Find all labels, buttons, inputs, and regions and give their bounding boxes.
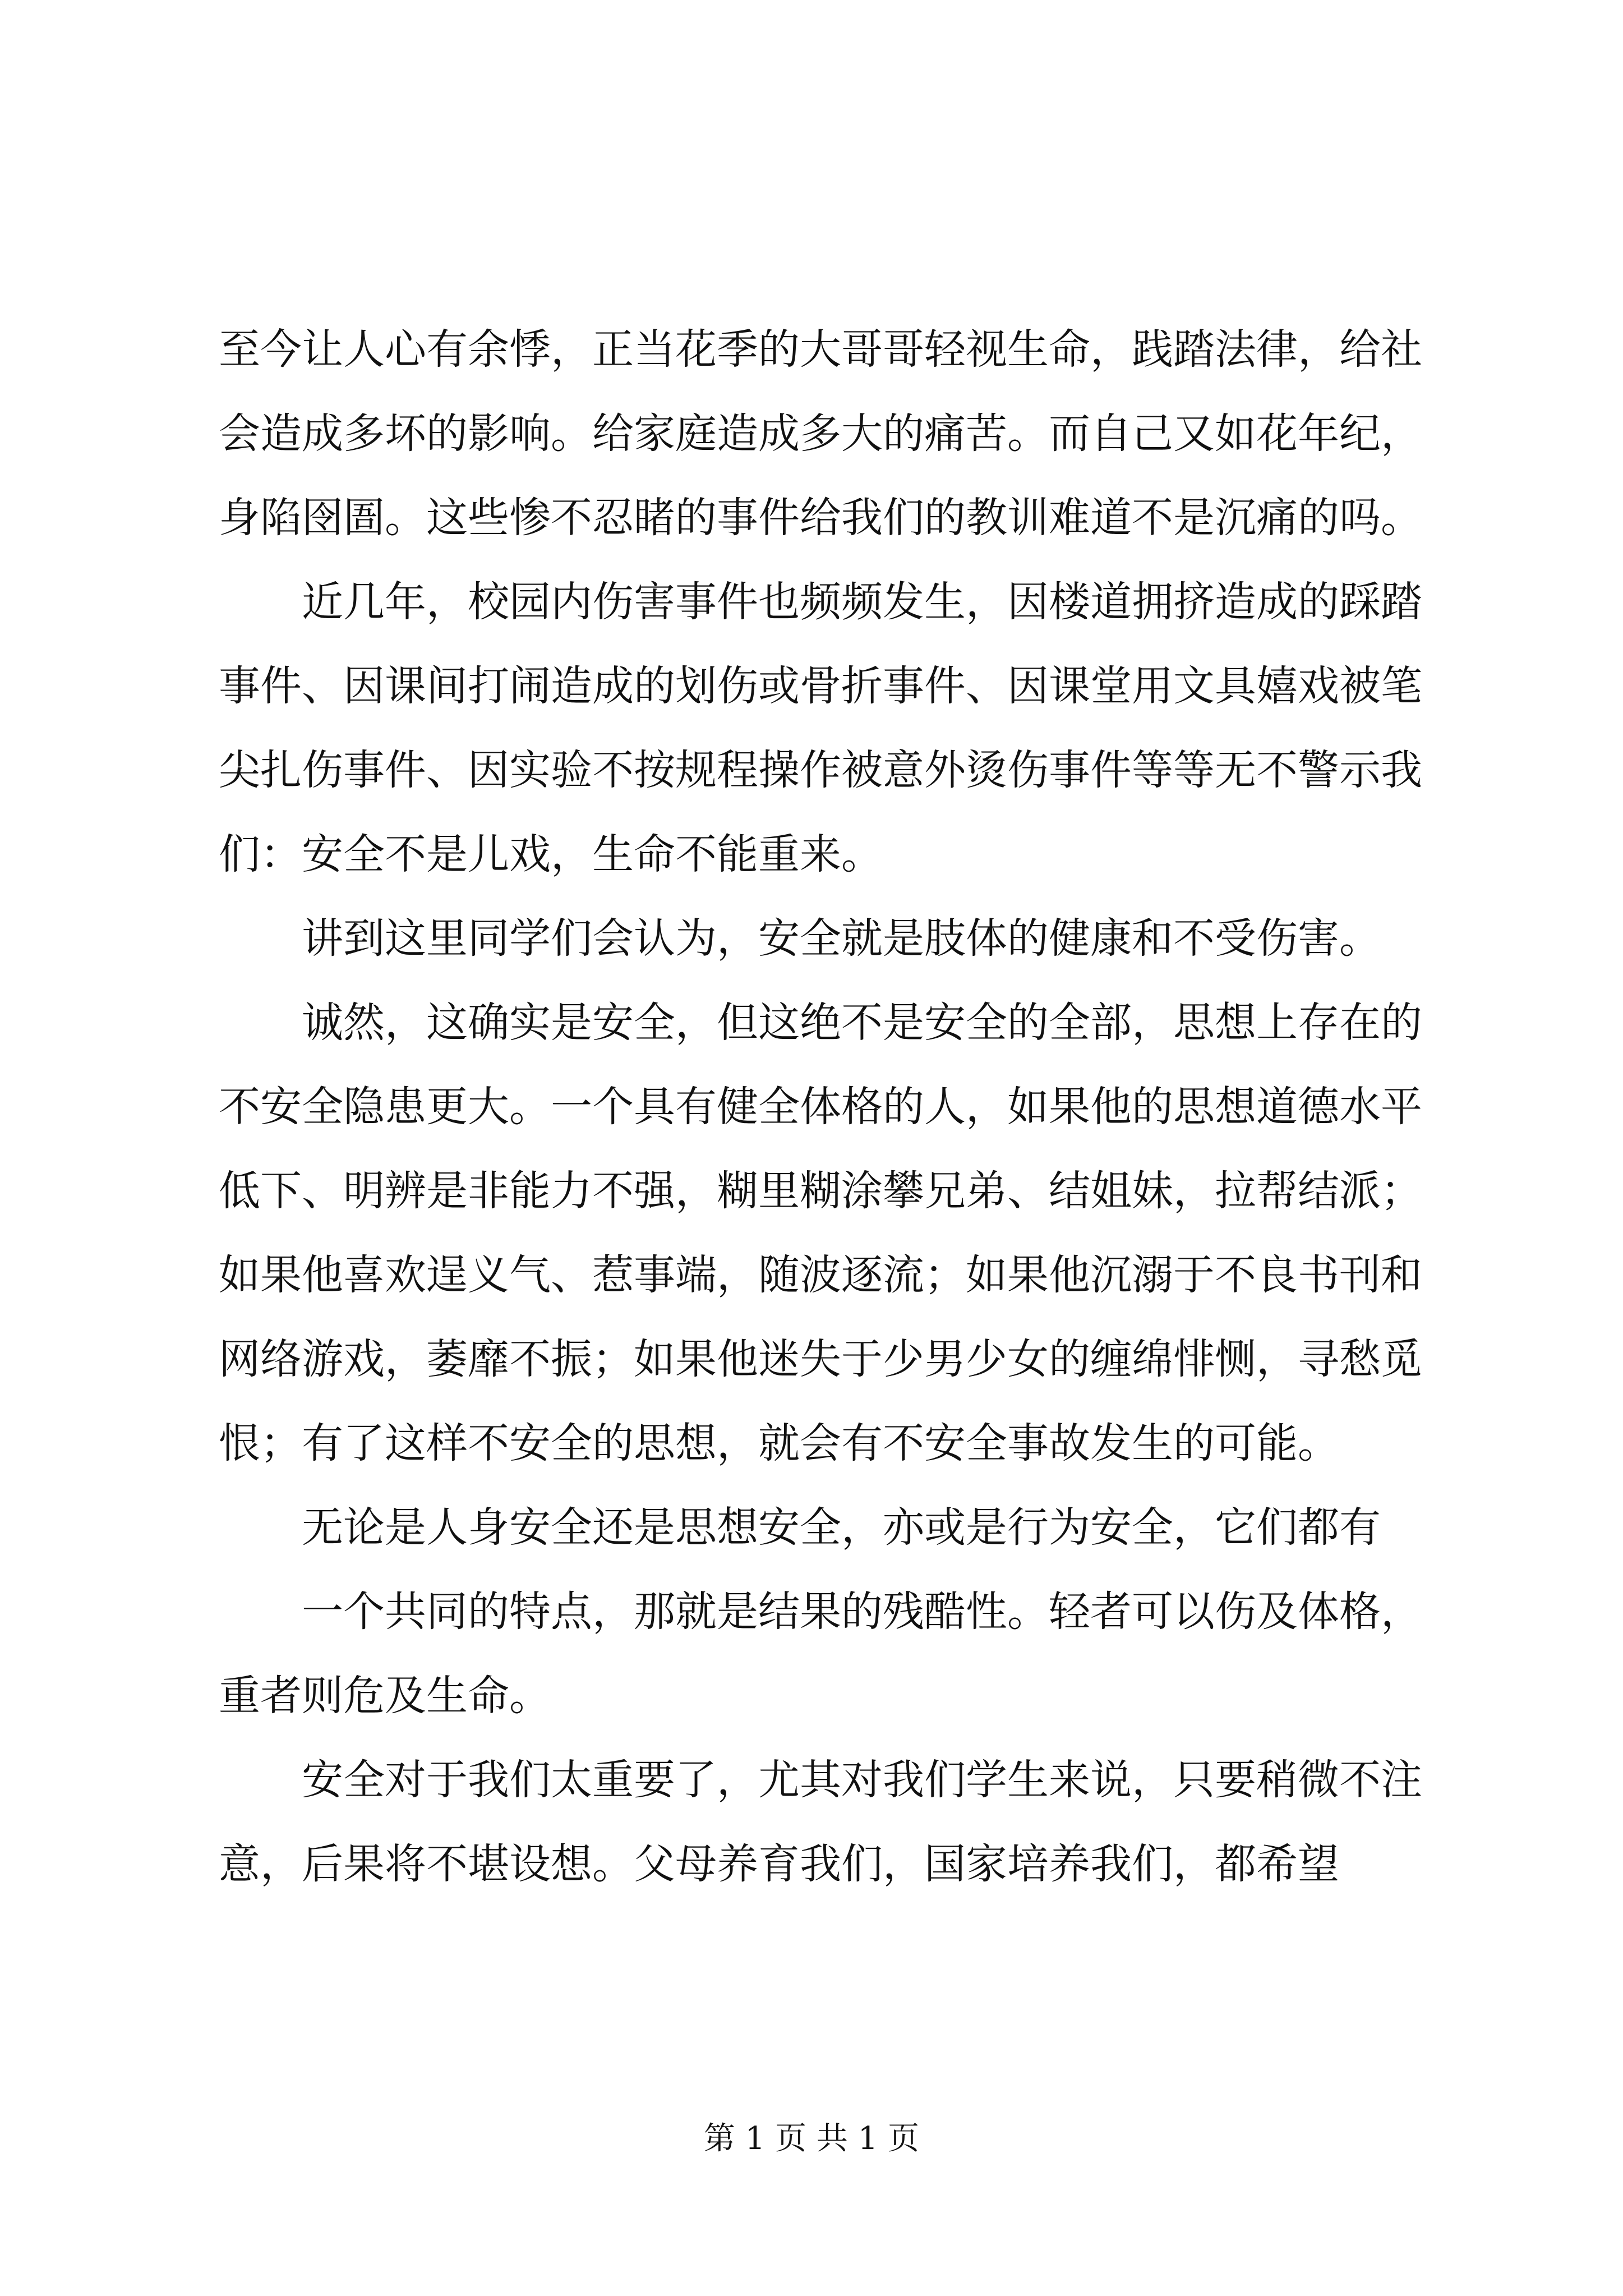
paragraph-3: 讲到这里同学们会认为，安全就是肢体的健康和不受伤害。: [302, 914, 1381, 963]
paragraph-1: 至今让人心有余悸，正当花季的大哥哥轻视生命，践踏法律，给社会造成多坏的影响。给家庭造成多大的痛苦。而自己又如花年纪，身陷囹圄。这些惨不忍睹的事件给我们的教训难道不是沉痛的吗。: [219, 325, 1422, 542]
paragraph-7: 重者则危及生命。: [219, 1672, 551, 1720]
paragraph-5: 无论是人身安全还是思想安全，亦或是行为安全，它们都有: [302, 1503, 1381, 1552]
page-footer: [0, 2119, 1623, 2159]
page-number-label: 第 1 页 共 1 页: [703, 2120, 920, 2157]
paragraph-8: 安全对于我们太重要了，尤其对我们学生来说，只要稍微不注意，后果将不堪设想。父母养育我们，国家培养我们，都希望: [219, 1756, 1422, 1888]
paragraph-6: 一个共同的特点，那就是结果的残酷性。轻者可以伤及体格，: [302, 1588, 1422, 1636]
paragraph-2: 近几年，校园内伤害事件也频频发生，因楼道拥挤造成的踩踏事件、因课间打闹造成的划伤或骨折事件、因课堂用文具嬉戏被笔尖扎伤事件、因实验不按规程操作被意外烫伤事件等等无不警示我们：安全不是儿戏，生命不能重来。: [219, 578, 1422, 878]
document-body: [219, 307, 1424, 1906]
paragraph-4: 诚然，这确实是安全，但这绝不是安全的全部，思想上存在的不安全隐患更大。一个具有健全体格的人，如果他的思想道德水平低下、明辨是非能力不强，糊里糊涂攀兄弟、结姐妹，拉帮结派；如果他喜欢逞义气、惹事端，随波逐流；如果他沉溺于不良书刊和网络游戏，萎靡不振；如果他迷失于少男少女的缠绵悱恻，寻愁觅恨；有了这样不安全的思想，就会有不安全事故发生的可能。: [219, 999, 1422, 1467]
